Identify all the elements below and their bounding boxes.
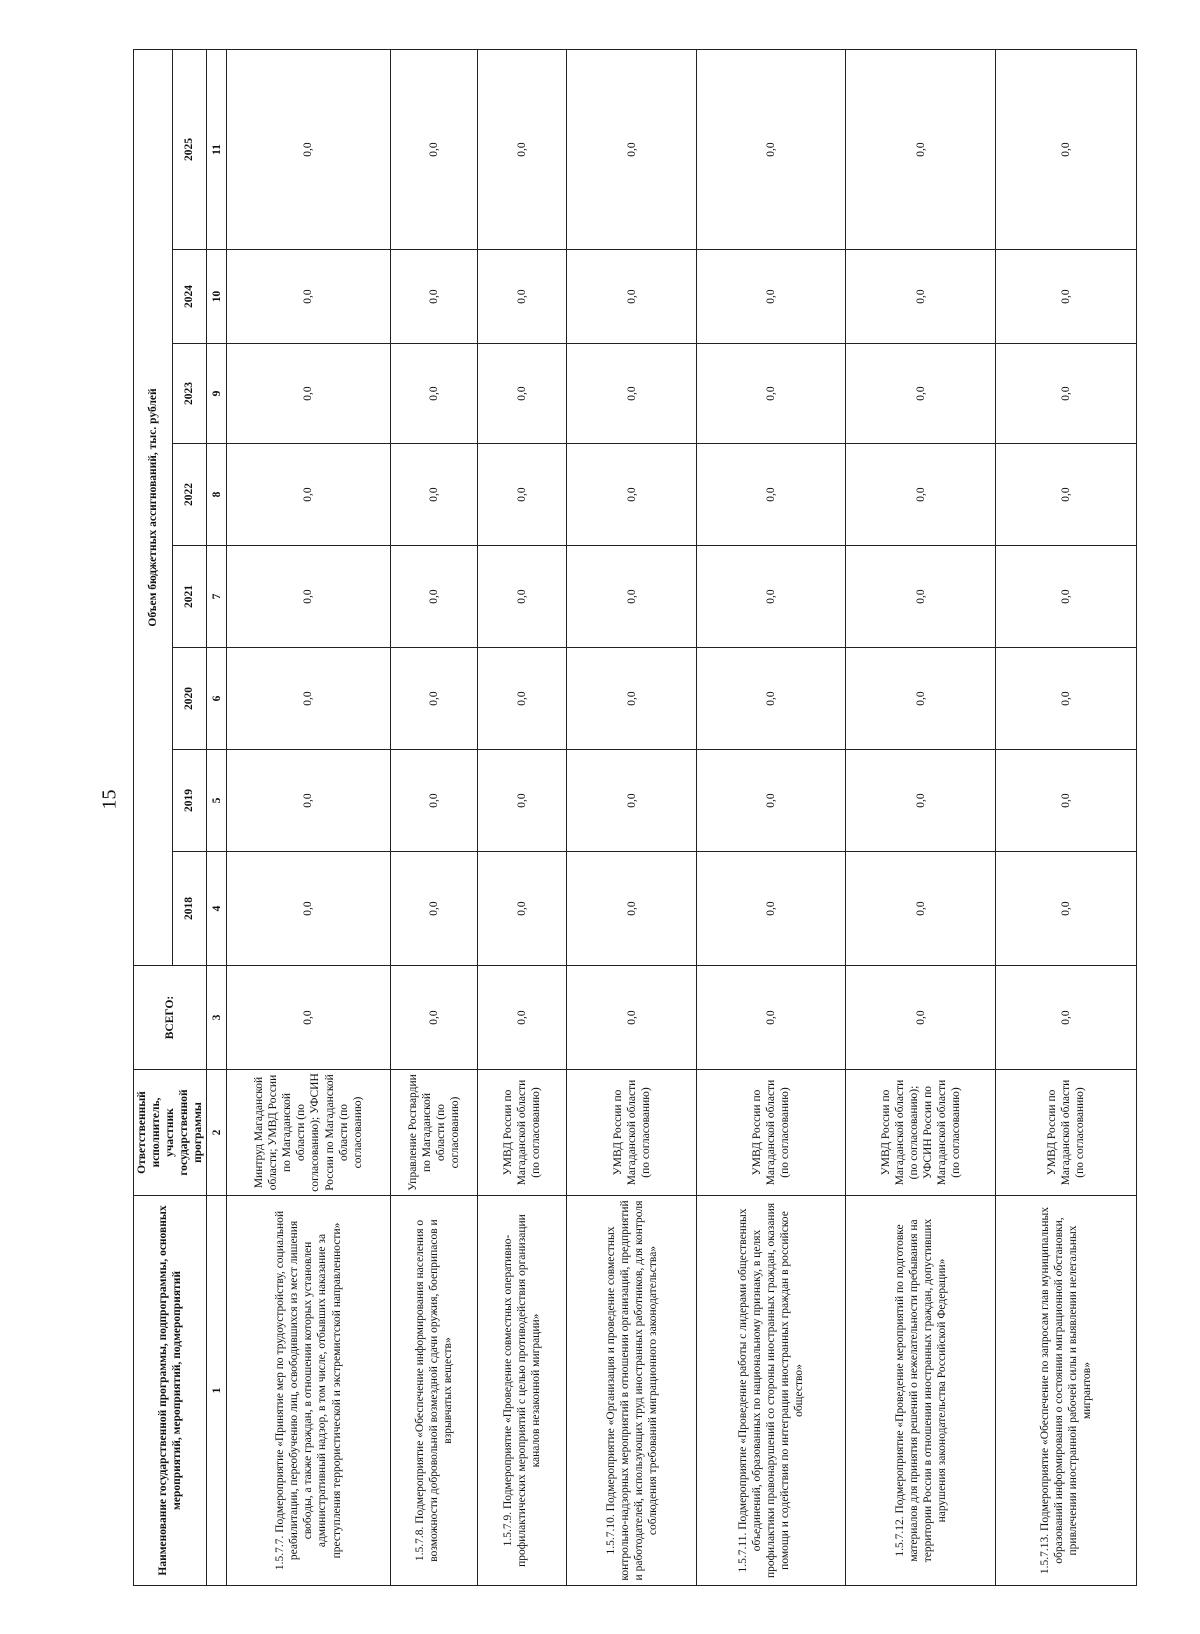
row-executor: УМВД России по Магаданской области (по согласованию) (567, 1070, 697, 1196)
row-executor: Минтруд Магаданской области; УМВД России по Магаданской области (по согласованию); УФСИН России по Магаданской области (по согласованию) (227, 1070, 391, 1196)
value-cell: 0,0 (846, 648, 995, 750)
value-cell: 0,0 (846, 344, 995, 444)
value-cell: 0,0 (697, 444, 846, 546)
value-cell: 0,0 (697, 50, 846, 250)
row-executor: УМВД России по Магаданской области (по согласованию) (995, 1070, 1136, 1196)
row-name: 1.5.7.10. Подмероприятие «Организация и проведение совместных контрольно-надзорных мероприятий в отношении организаций, предприятий и работодателей, использующих труд иностранных работников, для контроля соблюдения требований миграционного законодательства» (567, 1196, 697, 1586)
value-cell: 0,0 (227, 546, 391, 648)
table-row (227, 50, 391, 1586)
header-year: 2018 (172, 852, 207, 966)
value-cell: 0,0 (697, 750, 846, 852)
value-cell: 0,0 (995, 966, 1136, 1070)
row-executor: УМВД России по Магаданской области (по согласованию) (478, 1070, 567, 1196)
value-cell: 0,0 (697, 250, 846, 344)
column-number: 7 (207, 546, 227, 648)
header-name: Наименование государственной программы, подпрограммы, основных мероприятий, мероприятий, подмероприятий (134, 1196, 207, 1586)
value-cell: 0,0 (390, 444, 478, 546)
value-cell: 0,0 (567, 966, 697, 1070)
value-cell: 0,0 (697, 966, 846, 1070)
budget-table (133, 49, 1137, 1586)
header-volume: Объем бюджетных ассигнований, тыс. рублей (134, 50, 173, 966)
row-name: 1.5.7.7. Подмероприятие «Принятие мер по трудоустройству, социальной реабилитации, переобучению лиц, освободившихся из мест лишения свободы, а также граждан, в отношении которых установлен административный надзор, в том числе, отбывших наказание за преступления террористической и экстремистской направленности» (227, 1196, 391, 1586)
table-row (478, 50, 567, 1586)
value-cell: 0,0 (846, 444, 995, 546)
rotated-page (133, 50, 1136, 1586)
value-cell: 0,0 (995, 50, 1136, 250)
value-cell: 0,0 (995, 444, 1136, 546)
header-year: 2024 (172, 250, 207, 344)
value-cell: 0,0 (478, 852, 567, 966)
value-cell: 0,0 (478, 750, 567, 852)
column-number: 10 (207, 250, 227, 344)
row-name: 1.5.7.12. Подмероприятие «Проведение мероприятий по подготовке материалов для принятия решений о нежелательности пребывания на территории России в отношении иностранных граждан, допустивших нарушения законодательства Российской Федерации» (846, 1196, 995, 1586)
value-cell: 0,0 (227, 750, 391, 852)
value-cell: 0,0 (846, 250, 995, 344)
value-cell: 0,0 (846, 50, 995, 250)
value-cell: 0,0 (995, 250, 1136, 344)
value-cell: 0,0 (846, 546, 995, 648)
value-cell: 0,0 (478, 344, 567, 444)
value-cell: 0,0 (390, 648, 478, 750)
value-cell: 0,0 (846, 852, 995, 966)
value-cell: 0,0 (390, 546, 478, 648)
value-cell: 0,0 (227, 966, 391, 1070)
header-year: 2025 (172, 50, 207, 250)
header-year: 2022 (172, 444, 207, 546)
header-year: 2023 (172, 344, 207, 444)
value-cell: 0,0 (697, 852, 846, 966)
value-cell: 0,0 (478, 966, 567, 1070)
table-row (846, 50, 995, 1586)
column-number: 2 (207, 1070, 227, 1196)
value-cell: 0,0 (390, 750, 478, 852)
row-executor: УМВД России по Магаданской области (по согласованию) (697, 1070, 846, 1196)
value-cell: 0,0 (995, 546, 1136, 648)
table-row (390, 50, 478, 1586)
column-number: 11 (207, 50, 227, 250)
row-executor: Управление Росгвардии по Магаданской области (по согласованию) (390, 1070, 478, 1196)
header-executor: Ответственный исполнитель, участник государственной программы (134, 1070, 207, 1196)
row-name: 1.5.7.11. Подмероприятие «Проведение работы с лидерами общественных объединений, образованных по национальному признаку, в целях профилактики правонарушений со стороны иностранных граждан, оказания помощи и содействия по интеграции иностранных граждан в российское общество» (697, 1196, 846, 1586)
value-cell: 0,0 (697, 344, 846, 444)
value-cell: 0,0 (227, 648, 391, 750)
value-cell: 0,0 (227, 250, 391, 344)
value-cell: 0,0 (567, 750, 697, 852)
table-row (567, 50, 697, 1586)
value-cell: 0,0 (995, 344, 1136, 444)
value-cell: 0,0 (390, 50, 478, 250)
value-cell: 0,0 (390, 250, 478, 344)
row-name: 1.5.7.8. Подмероприятие «Обеспечение информирования населения о возможности добровольной возмездной сдачи оружия, боеприпасов и взрывчатых веществ» (390, 1196, 478, 1586)
value-cell: 0,0 (567, 852, 697, 966)
value-cell: 0,0 (227, 852, 391, 966)
row-name: 1.5.7.13. Подмероприятие «Обеспечение по запросам глав муниципальных образований информирования о состоянии миграционной обстановки, привлечении иностранной рабочей силы и выявлении нелегальных мигрантов» (995, 1196, 1136, 1586)
value-cell: 0,0 (697, 546, 846, 648)
column-number: 1 (207, 1196, 227, 1586)
table-row (995, 50, 1136, 1586)
header-year: 2019 (172, 750, 207, 852)
header-year: 2021 (172, 546, 207, 648)
value-cell: 0,0 (567, 444, 697, 546)
value-cell: 0,0 (478, 546, 567, 648)
page-number: 15 (98, 789, 121, 810)
value-cell: 0,0 (697, 648, 846, 750)
value-cell: 0,0 (567, 344, 697, 444)
value-cell: 0,0 (390, 344, 478, 444)
value-cell: 0,0 (227, 50, 391, 250)
value-cell: 0,0 (567, 648, 697, 750)
value-cell: 0,0 (567, 50, 697, 250)
value-cell: 0,0 (390, 966, 478, 1070)
value-cell: 0,0 (478, 444, 567, 546)
column-number: 9 (207, 344, 227, 444)
header-year: 2020 (172, 648, 207, 750)
column-number: 4 (207, 852, 227, 966)
value-cell: 0,0 (846, 750, 995, 852)
value-cell: 0,0 (846, 966, 995, 1070)
column-number: 8 (207, 444, 227, 546)
value-cell: 0,0 (478, 50, 567, 250)
value-cell: 0,0 (227, 444, 391, 546)
value-cell: 0,0 (567, 250, 697, 344)
value-cell: 0,0 (995, 750, 1136, 852)
value-cell: 0,0 (478, 648, 567, 750)
row-name: 1.5.7.9. Подмероприятие «Проведение совместных оперативно-профилактических мероприятий с целью противодействия организации каналов незаконной миграции» (478, 1196, 567, 1586)
value-cell: 0,0 (567, 546, 697, 648)
value-cell: 0,0 (995, 648, 1136, 750)
value-cell: 0,0 (227, 344, 391, 444)
value-cell: 0,0 (995, 852, 1136, 966)
column-number: 3 (207, 966, 227, 1070)
value-cell: 0,0 (390, 852, 478, 966)
column-number: 6 (207, 648, 227, 750)
value-cell: 0,0 (478, 250, 567, 344)
row-executor: УМВД России по Магаданской области (по согласованию); УФСИН России по Магаданской области (по согласованию) (846, 1070, 995, 1196)
table-row (697, 50, 846, 1586)
header-total: ВСЕГО: (134, 966, 207, 1070)
column-number: 5 (207, 750, 227, 852)
